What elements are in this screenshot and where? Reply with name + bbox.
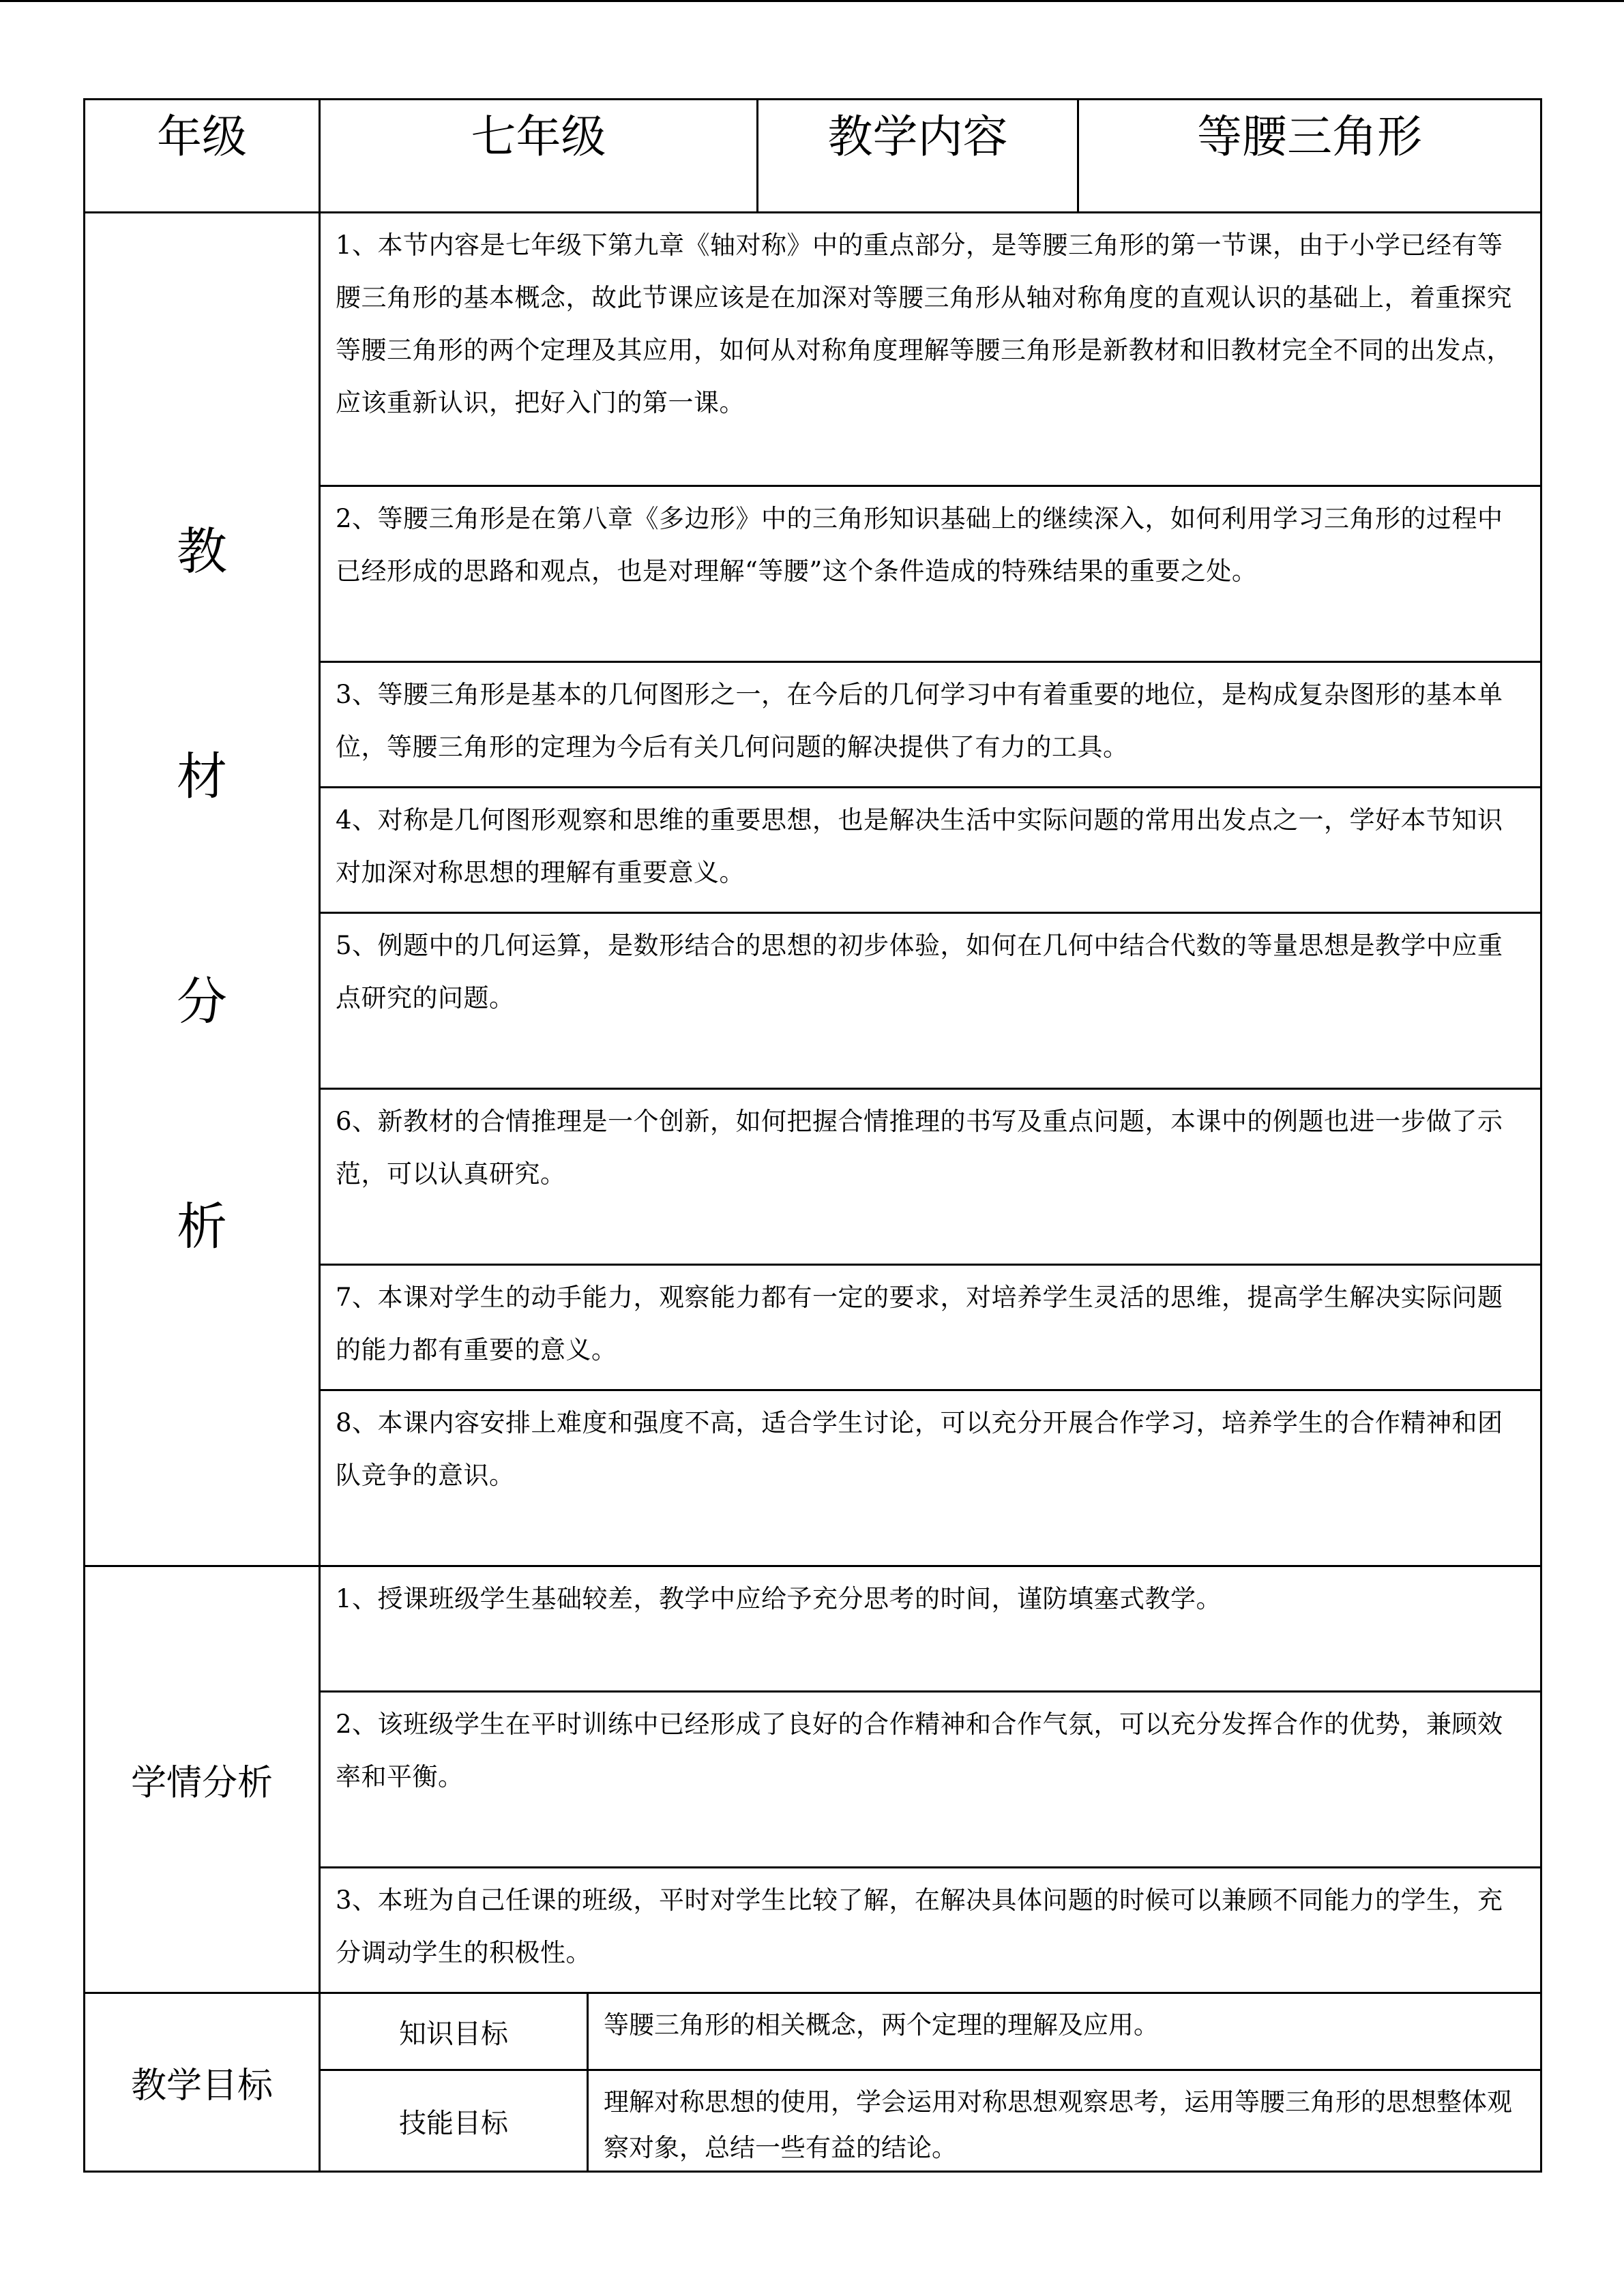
goal-row-knowledge — [85, 1993, 1541, 2070]
material-item-8: 8、本课内容安排上难度和强度不高，适合学生讨论，可以充分开展合作学习，培养学生的合作精神和团队竞争的意识。 — [320, 1390, 1541, 1566]
grade-label: 年级 — [85, 100, 320, 213]
material-item-7: 7、本课对学生的动手能力，观察能力都有一定的要求，对培养学生灵活的思维，提高学生解决实际问题的能力都有重要的意义。 — [320, 1265, 1541, 1390]
content-label: 教学内容 — [758, 100, 1078, 213]
material-item-4: 4、对称是几何图形观察和思维的重要思想，也是解决生活中实际问题的常用出发点之一，学好本节知识对加深对称思想的理解有重要意义。 — [320, 788, 1541, 913]
knowledge-goal-text: 等腰三角形的相关概念，两个定理的理解及应用。 — [588, 1993, 1541, 2070]
material-item-2: 2、等腰三角形是在第八章《多边形》中的三角形知识基础上的继续深入，如何利用学习三角形的过程中已经形成的思路和观点，也是对理解“等腰”这个条件造成的特殊结果的重要之处。 — [320, 486, 1541, 662]
material-item-5: 5、例题中的几何运算，是数形结合的思想的初步体验，如何在几何中结合代数的等量思想是教学中应重点研究的问题。 — [320, 913, 1541, 1089]
header-row — [85, 100, 1541, 213]
student-item-1: 1、授课班级学生基础较差，教学中应给予充分思考的时间，谨防填塞式教学。 — [320, 1566, 1541, 1692]
material-item-1: 1、本节内容是七年级下第九章《轴对称》中的重点部分，是等腰三角形的第一节课，由于小学已经有等腰三角形的基本概念，故此节课应该是在加深对等腰三角形从轴对称角度的直观认识的基础上，着重探究等腰三角形的两个定理及其应用，如何从对称角度理解等腰三角形是新教材和旧教材完全不同的出发点，应该重新认识，把好入门的第一课。 — [320, 213, 1541, 486]
student-item-2: 2、该班级学生在平时训练中已经形成了良好的合作精神和合作气氛，可以充分发挥合作的优势，兼顾效率和平衡。 — [320, 1692, 1541, 1868]
page-top-border — [0, 0, 1624, 2]
teaching-goals-label: 教学目标 — [85, 1993, 320, 2172]
student-analysis-label: 学情分析 — [85, 1566, 320, 1993]
material-item-3: 3、等腰三角形是基本的几何图形之一，在今后的几何学习中有着重要的地位，是构成复杂图形的基本单位，等腰三角形的定理为今后有关几何问题的解决提供了有力的工具。 — [320, 662, 1541, 788]
skill-goal-label: 技能目标 — [320, 2070, 588, 2172]
skill-goal-text: 理解对称思想的使用，学会运用对称思想观察思考，运用等腰三角形的思想整体观察对象，总结一些有益的结论。 — [588, 2070, 1541, 2172]
student-row-1 — [85, 1566, 1541, 1692]
material-row-1 — [85, 213, 1541, 486]
material-item-6: 6、新教材的合情推理是一个创新，如何把握合情推理的书写及重点问题，本课中的例题也进一步做了示范，可以认真研究。 — [320, 1089, 1541, 1265]
student-item-3: 3、本班为自己任课的班级，平时对学生比较了解，在解决具体问题的时候可以兼顾不同能力的学生，充分调动学生的积极性。 — [320, 1868, 1541, 1993]
content-value: 等腰三角形 — [1078, 100, 1541, 213]
lesson-plan-table — [83, 98, 1542, 2173]
grade-value: 七年级 — [320, 100, 758, 213]
knowledge-goal-label: 知识目标 — [320, 1993, 588, 2070]
material-analysis-label: 教 材 分 析 — [85, 213, 320, 1566]
